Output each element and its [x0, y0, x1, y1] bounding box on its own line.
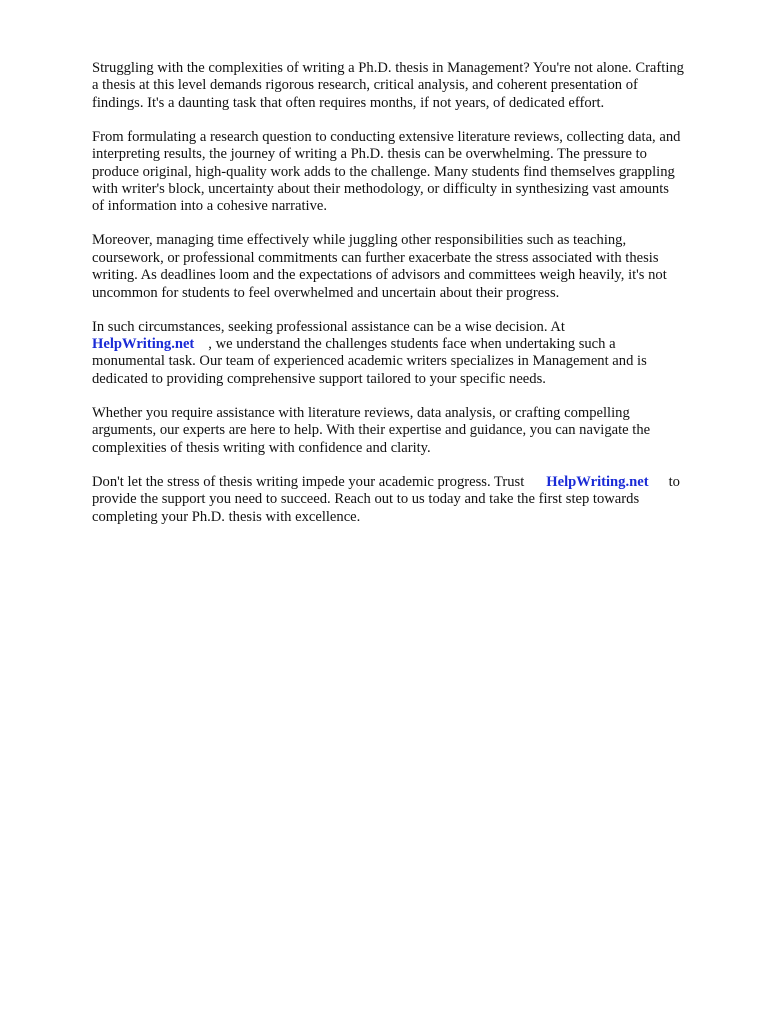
- helpwriting-link-2[interactable]: HelpWriting.net: [546, 473, 649, 490]
- paragraph-6-text-after: to provide the support you need to succeed. Reach out to us today and take the first step towards completing your Ph.D. thesis with excellence.: [92, 473, 680, 525]
- paragraph-2: From formulating a research question to conducting extensive literature reviews, collecting data, and interpreting results, the journey of writing a Ph.D. thesis can be overwhelming. The pressure to produce original, high-quality work adds to the challenge. Many students find themselves grappling with writer's block, uncertainty about their methodology, or difficulty in synthesizing vast amounts of information into a cohesive narrative.: [92, 128, 681, 215]
- paragraph-6-text-before: Don't let the stress of thesis writing impede your academic progress. Trust: [92, 473, 525, 490]
- paragraph-6: [92, 474, 732, 526]
- paragraph-4-text-after: , we understand the challenges students face when undertaking such a monumental task. Our team of experienced academic writers specializes in Management and is dedicated to providing comprehensive support tailored to your specific needs.: [92, 336, 647, 387]
- paragraph-5: Whether you require assistance with literature reviews, data analysis, or crafting compelling arguments, our experts are here to help. With their expertise and guidance, you can navigate the complexities of thesis writing with confidence and clarity.: [92, 404, 651, 456]
- paragraph-4-text-before: In such circumstances, seeking professional assistance can be a wise decision. At: [92, 318, 565, 335]
- paragraph-3: Moreover, managing time effectively while juggling other responsibilities such as teaching, coursework, or professional commitments can further exacerbate the stress associated with thesis writing. As deadlines loom and the expectations of advisors and committees weigh heavily, it's not uncommon for students to feel overwhelmed and uncertain about their progress.: [92, 232, 667, 301]
- helpwriting-link[interactable]: HelpWriting.net: [92, 336, 195, 353]
- document-body: [92, 60, 732, 543]
- paragraph-1: Struggling with the complexities of writing a Ph.D. thesis in Management? You're not alone. Crafting a thesis at this level demands rigorous research, critical analysis, and coherent presentation of findings. It's a daunting task that often requires months, if not years, of dedicated effort.: [92, 60, 684, 111]
- paragraph-4: [92, 319, 732, 389]
